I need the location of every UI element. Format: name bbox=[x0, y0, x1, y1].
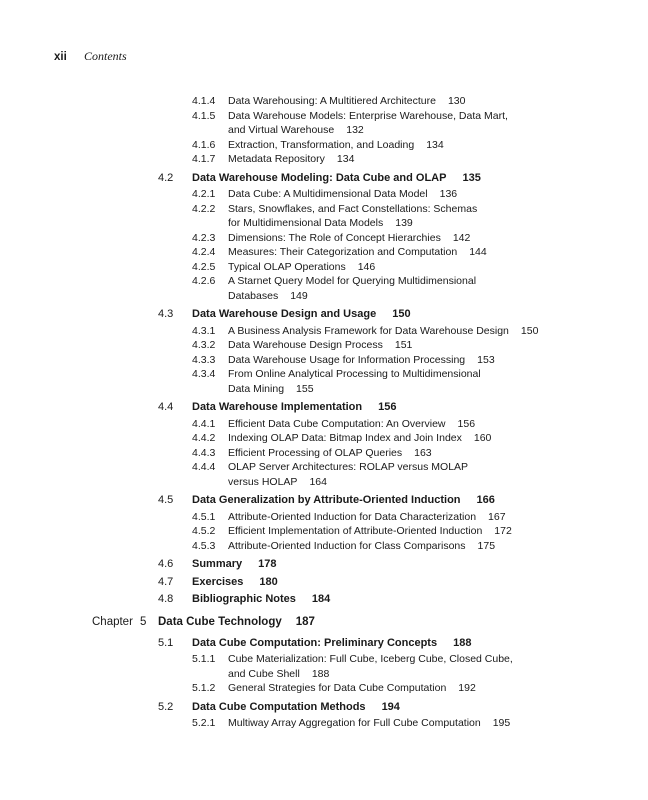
toc-entry-text bbox=[192, 556, 277, 574]
toc-entry-text bbox=[228, 353, 495, 368]
toc-entry-number: 4.2.6 bbox=[192, 275, 216, 287]
toc-entry-text bbox=[192, 574, 278, 592]
toc-entry-title: Efficient Processing of OLAP Queries bbox=[228, 446, 403, 459]
toc-entry-text bbox=[228, 367, 481, 382]
toc-entry-page: 155 bbox=[296, 382, 314, 395]
toc-entry-title: Measures: Their Categorization and Computation bbox=[228, 246, 458, 258]
toc-entry-title: General Strategies for Data Cube Computation bbox=[228, 682, 447, 694]
toc-entry-continuation bbox=[0, 475, 648, 490]
toc-subsection bbox=[0, 446, 648, 461]
toc-entry-number: 4.7 bbox=[158, 575, 174, 588]
toc-section bbox=[0, 574, 648, 592]
toc-section bbox=[0, 635, 648, 653]
toc-entry-number: 5.2 bbox=[158, 700, 174, 713]
toc-entry-text bbox=[228, 460, 468, 475]
toc-entry-text bbox=[228, 260, 375, 275]
toc-entry-title: A Starnet Query Model for Querying Multidimensional bbox=[228, 275, 477, 287]
toc-entry-page: 156 bbox=[457, 417, 476, 430]
toc-entry-number: 4.6 bbox=[158, 558, 174, 570]
toc-entry-number: 5.1.2 bbox=[192, 682, 216, 694]
chapter-page: 187 bbox=[295, 615, 315, 628]
toc-entry-number: 4.2.1 bbox=[192, 188, 216, 200]
toc-entry-title: Metadata Repository bbox=[228, 153, 325, 165]
toc-entry-page: 178 bbox=[258, 558, 277, 570]
toc-entry-page: 130 bbox=[447, 95, 466, 107]
toc-entry-page: 164 bbox=[309, 475, 327, 488]
toc-entry-title: Data Warehouse Design Process bbox=[228, 339, 383, 351]
toc-entry-page: 175 bbox=[477, 539, 496, 552]
toc-subsection bbox=[0, 274, 648, 289]
toc-subsection bbox=[0, 681, 648, 696]
toc-entry-title: and Virtual Warehouse bbox=[228, 124, 335, 136]
toc-entry-text bbox=[228, 152, 354, 167]
chapter-number: 5 bbox=[140, 615, 147, 628]
toc-entry-title: Multiway Array Aggregation for Full Cube Computation bbox=[228, 717, 481, 729]
toc-entry-number: 4.3.2 bbox=[192, 339, 216, 351]
toc-entry-text bbox=[228, 245, 487, 260]
toc-entry-page: 163 bbox=[414, 446, 432, 459]
toc-entry-page: 160 bbox=[473, 432, 492, 444]
toc-entry-number: 4.2 bbox=[158, 171, 174, 184]
toc-subsection bbox=[0, 231, 648, 246]
toc-entry-text bbox=[228, 123, 364, 138]
toc-entry-text bbox=[228, 539, 495, 554]
toc-entry-number: 4.4.1 bbox=[192, 417, 216, 430]
toc-entry-text bbox=[228, 289, 308, 304]
toc-entry-page: 192 bbox=[458, 682, 476, 694]
toc-subsection bbox=[0, 652, 648, 667]
toc-entry-page: 167 bbox=[488, 510, 506, 523]
toc-entry-title: Data Cube: A Multidimensional Data Model bbox=[228, 188, 428, 200]
toc-entry-title: versus HOLAP bbox=[228, 475, 298, 488]
toc-entry-title: Cube Materialization: Full Cube, Iceberg Cube, Closed Cube, bbox=[228, 653, 513, 665]
toc-entry-text bbox=[228, 510, 506, 525]
toc-entry-title: A Business Analysis Framework for Data Warehouse Design bbox=[228, 324, 509, 337]
toc-entry-text bbox=[192, 306, 411, 324]
toc-entry-text bbox=[228, 231, 470, 246]
toc-entry-number: 4.4.4 bbox=[192, 461, 216, 473]
toc-entry-number: 4.2.2 bbox=[192, 202, 216, 215]
toc-entry-title: Indexing OLAP Data: Bitmap Index and Join Index bbox=[228, 432, 462, 444]
toc-subsection bbox=[0, 367, 648, 382]
toc-entry-text bbox=[228, 716, 510, 731]
toc-subsection bbox=[0, 324, 648, 339]
toc-entry-page: 180 bbox=[259, 575, 278, 588]
toc-entry-title: Extraction, Transformation, and Loading bbox=[228, 138, 415, 151]
toc-entry-text bbox=[228, 274, 476, 289]
toc-entry-page: 139 bbox=[395, 217, 413, 229]
toc-entry-page: 142 bbox=[452, 231, 471, 244]
running-header bbox=[54, 49, 127, 64]
toc-subsection bbox=[0, 202, 648, 217]
toc-entry-text bbox=[228, 187, 457, 202]
toc-subsection bbox=[0, 245, 648, 260]
toc-entry-page: 166 bbox=[476, 494, 495, 506]
toc-entry-title: OLAP Server Architectures: ROLAP versus MOLAP bbox=[228, 461, 469, 473]
toc-entry-page: 135 bbox=[462, 171, 481, 184]
toc-entry-text bbox=[192, 492, 495, 510]
toc-entry-title: Data Warehouse Design and Usage bbox=[192, 308, 377, 320]
running-title: Contents bbox=[84, 49, 127, 63]
toc-entry-number: 4.4.3 bbox=[192, 446, 216, 459]
toc-entry-page: 150 bbox=[392, 308, 411, 320]
toc-entry-title: Data Warehousing: A Multitiered Architecture bbox=[228, 95, 436, 107]
toc-section bbox=[0, 492, 648, 510]
toc-subsection bbox=[0, 152, 648, 167]
toc-section bbox=[0, 699, 648, 717]
chapter-title: Data Cube Technology bbox=[158, 615, 282, 628]
toc-entry-title: Data Generalization by Attribute-Oriented Induction bbox=[192, 494, 461, 506]
toc-entry-number: 4.3.3 bbox=[192, 353, 216, 366]
toc-entry-text bbox=[228, 138, 444, 153]
page-number: xii bbox=[54, 51, 67, 63]
toc-entry-title: Efficient Implementation of Attribute-Oriented Induction bbox=[228, 525, 483, 537]
toc-entry-number: 4.1.7 bbox=[192, 153, 216, 165]
toc-entry-page: 188 bbox=[311, 667, 330, 680]
toc-entry-text bbox=[228, 202, 477, 217]
toc-entry-number: 5.1 bbox=[158, 636, 174, 649]
toc-entry-title: Data Mining bbox=[228, 382, 285, 395]
toc-entry-number: 5.1.1 bbox=[192, 653, 216, 665]
toc-subsection bbox=[0, 138, 648, 153]
toc-subsection bbox=[0, 353, 648, 368]
toc-entry-text bbox=[228, 216, 413, 231]
toc-entry-number: 4.3.4 bbox=[192, 368, 216, 380]
toc-entry-title: for Multidimensional Data Models bbox=[228, 217, 384, 229]
toc-entry-title: Data Cube Computation: Preliminary Concepts bbox=[192, 636, 438, 649]
toc-entry-page: 136 bbox=[439, 188, 458, 200]
toc-entry-text bbox=[228, 431, 491, 446]
toc-entry-continuation bbox=[0, 289, 648, 304]
toc-section bbox=[0, 591, 648, 609]
toc-entry-text bbox=[192, 170, 481, 188]
chapter-text bbox=[158, 613, 315, 632]
toc-subsection bbox=[0, 187, 648, 202]
toc-entry-number: 4.3.1 bbox=[192, 324, 216, 337]
toc-section bbox=[0, 399, 648, 417]
toc-section bbox=[0, 556, 648, 574]
toc-entry-text bbox=[192, 635, 471, 653]
toc-entry-text bbox=[228, 338, 412, 353]
toc-entry-text bbox=[228, 652, 513, 667]
toc-entry-number: 4.1.5 bbox=[192, 109, 216, 122]
toc-subsection bbox=[0, 716, 648, 731]
toc-entry-text bbox=[228, 524, 512, 539]
toc-entry-page: 195 bbox=[492, 717, 511, 729]
toc-entry-text bbox=[228, 667, 329, 682]
toc-subsection bbox=[0, 524, 648, 539]
toc-entry-page: 149 bbox=[290, 289, 308, 302]
toc-entry-page: 151 bbox=[394, 339, 413, 351]
toc-entry-number: 5.2.1 bbox=[192, 717, 216, 729]
toc-entry-page: 146 bbox=[357, 260, 376, 273]
toc-entry-page: 134 bbox=[336, 153, 355, 165]
toc-entry-title: Attribute-Oriented Induction for Class Comparisons bbox=[228, 539, 466, 552]
toc-section bbox=[0, 170, 648, 188]
toc-entry-text bbox=[228, 417, 475, 432]
toc-subsection bbox=[0, 510, 648, 525]
toc-entry-number: 4.2.4 bbox=[192, 246, 216, 258]
chapter-label: Chapter bbox=[92, 615, 133, 628]
toc-entry-title: Dimensions: The Role of Concept Hierarchies bbox=[228, 231, 441, 244]
toc-subsection bbox=[0, 260, 648, 275]
toc-entry-number: 4.2.3 bbox=[192, 231, 216, 244]
toc-entry-text bbox=[192, 399, 396, 417]
toc-entry-title: Data Cube Computation Methods bbox=[192, 700, 366, 713]
table-of-contents bbox=[0, 94, 648, 731]
toc-entry-page: 150 bbox=[520, 324, 539, 337]
toc-entry-text bbox=[192, 699, 400, 717]
toc-entry-text bbox=[228, 681, 476, 696]
toc-entry-title: Data Warehouse Usage for Information Processing bbox=[228, 353, 466, 366]
toc-entry-number: 4.4 bbox=[158, 401, 174, 413]
toc-section bbox=[0, 306, 648, 324]
toc-entry-title: Data Warehouse Implementation bbox=[192, 401, 363, 413]
toc-entry-number: 4.1.6 bbox=[192, 138, 216, 151]
toc-entry-number: 4.4.2 bbox=[192, 432, 216, 444]
toc-entry-title: Efficient Data Cube Computation: An Overview bbox=[228, 417, 446, 430]
toc-entry-text bbox=[228, 475, 327, 490]
toc-entry-title: Data Warehouse Modeling: Data Cube and OLAP bbox=[192, 171, 447, 184]
toc-chapter bbox=[0, 613, 648, 632]
toc-entry-text bbox=[228, 94, 466, 109]
toc-entry-title: Attribute-Oriented Induction for Data Characterization bbox=[228, 510, 477, 523]
toc-subsection bbox=[0, 338, 648, 353]
toc-entry-text bbox=[192, 591, 330, 609]
toc-entry-title: Data Warehouse Models: Enterprise Warehouse, Data Mart, bbox=[228, 109, 508, 122]
toc-entry-text bbox=[228, 446, 432, 461]
toc-entry-page: 172 bbox=[494, 525, 512, 537]
toc-entry-title: and Cube Shell bbox=[228, 667, 300, 680]
toc-entry-text bbox=[228, 109, 508, 124]
toc-entry-page: 194 bbox=[381, 700, 400, 713]
toc-entry-number: 4.2.5 bbox=[192, 260, 216, 273]
toc-entry-page: 188 bbox=[453, 636, 472, 649]
toc-entry-number: 4.3 bbox=[158, 308, 174, 320]
toc-entry-title: From Online Analytical Processing to Multidimensional bbox=[228, 368, 481, 380]
toc-entry-number: 4.5.3 bbox=[192, 539, 216, 552]
toc-subsection bbox=[0, 431, 648, 446]
toc-subsection bbox=[0, 460, 648, 475]
toc-entry-number: 4.5 bbox=[158, 494, 174, 506]
toc-subsection bbox=[0, 539, 648, 554]
toc-entry-text bbox=[228, 382, 314, 397]
toc-entry-page: 153 bbox=[477, 353, 495, 366]
toc-entry-continuation bbox=[0, 123, 648, 138]
toc-entry-number: 4.5.1 bbox=[192, 510, 216, 523]
toc-subsection bbox=[0, 109, 648, 124]
toc-entry-page: 132 bbox=[346, 124, 364, 136]
toc-entry-title: Exercises bbox=[192, 575, 244, 588]
toc-entry-page: 184 bbox=[311, 593, 331, 605]
toc-entry-title: Summary bbox=[192, 558, 243, 570]
toc-entry-page: 156 bbox=[378, 401, 397, 413]
toc-entry-number: 4.8 bbox=[158, 593, 174, 605]
toc-entry-title: Bibliographic Notes bbox=[192, 593, 296, 605]
toc-entry-number: 4.5.2 bbox=[192, 525, 216, 537]
toc-entry-continuation bbox=[0, 216, 648, 231]
toc-entry-page: 134 bbox=[426, 138, 444, 151]
toc-entry-number: 4.1.4 bbox=[192, 95, 216, 107]
toc-entry-continuation bbox=[0, 382, 648, 397]
toc-entry-continuation bbox=[0, 667, 648, 682]
toc-subsection bbox=[0, 94, 648, 109]
toc-subsection bbox=[0, 417, 648, 432]
toc-entry-page: 144 bbox=[469, 246, 487, 258]
toc-entry-title: Typical OLAP Operations bbox=[228, 260, 346, 273]
toc-entry-title: Stars, Snowflakes, and Fact Constellations: Schemas bbox=[228, 202, 478, 215]
toc-entry-title: Databases bbox=[228, 289, 279, 302]
toc-entry-text bbox=[228, 324, 538, 339]
